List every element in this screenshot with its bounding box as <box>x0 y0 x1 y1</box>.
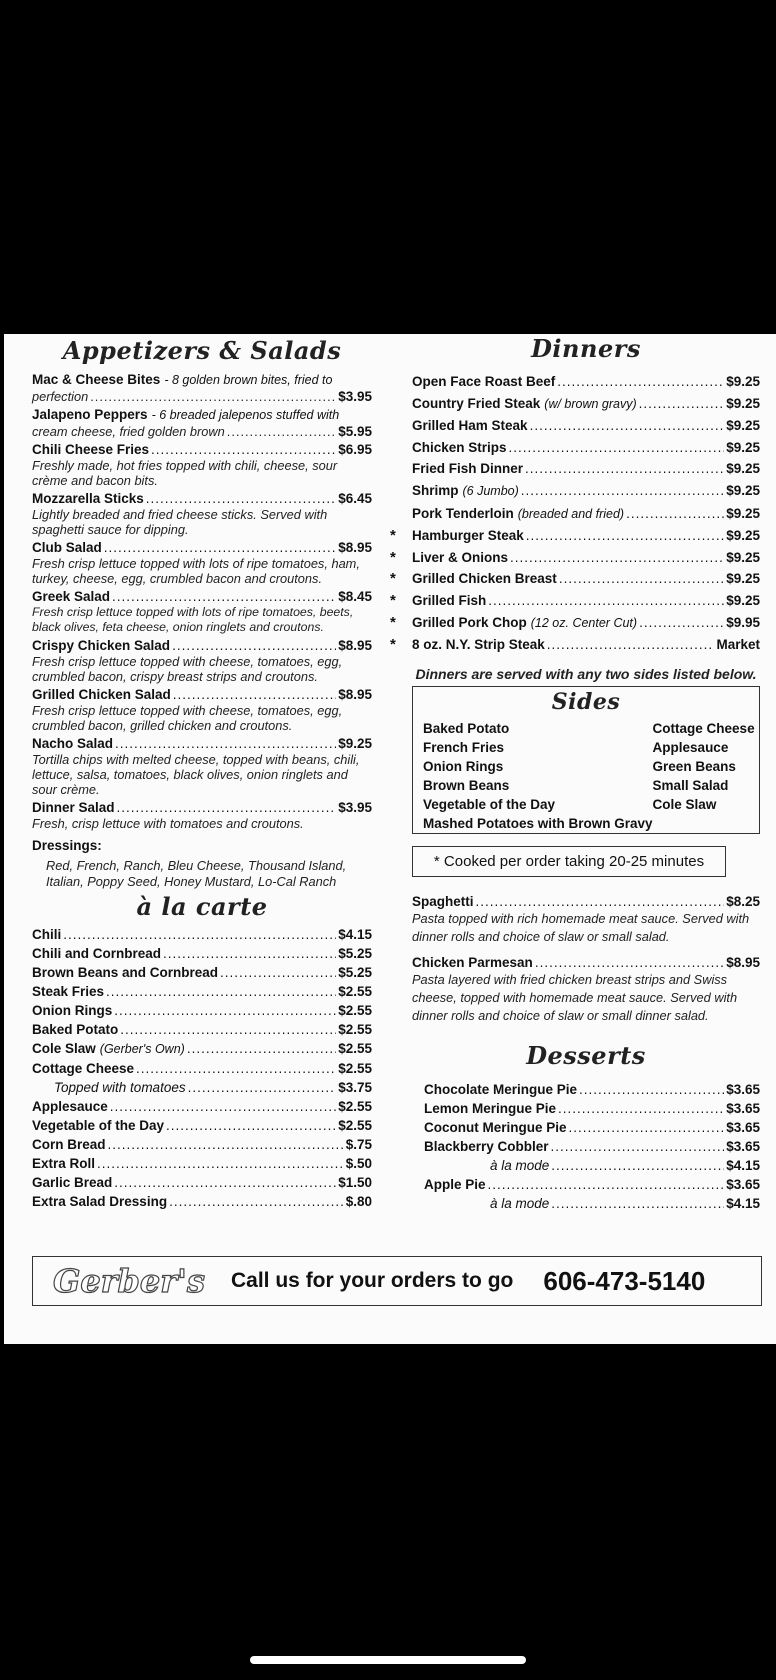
menu-item <box>32 1154 372 1173</box>
dinners-title: Dinners <box>531 334 641 363</box>
menu-item <box>390 568 760 590</box>
item-price: $8.95 <box>338 540 372 555</box>
menu-item <box>32 963 372 982</box>
item-name: Spaghetti <box>412 893 474 909</box>
leader-dots <box>558 1099 724 1118</box>
item-price: $8.95 <box>726 954 760 970</box>
cooked-note: * Cooked per order taking 20-25 minutes <box>433 852 705 870</box>
item-desc: Lightly breaded and fried cheese sticks. Served with spaghetti sauce for dipping. <box>32 507 328 537</box>
leader-dots <box>559 568 724 590</box>
menu-item <box>32 982 372 1001</box>
menu-item <box>424 1118 760 1137</box>
menu-item <box>32 1001 372 1020</box>
leader-dots <box>187 1039 336 1058</box>
item-name: Fried Fish Dinner <box>412 461 524 477</box>
item-price: $5.25 <box>338 965 372 980</box>
dinner-list <box>390 371 760 656</box>
item-price: $8.45 <box>338 589 372 604</box>
item-price: $.75 <box>345 1137 372 1152</box>
menu-item <box>412 458 760 480</box>
menu-sheet <box>4 334 776 1344</box>
item-price: $9.95 <box>726 614 760 630</box>
item-note: - 8 golden brown bites, fried to <box>164 373 333 387</box>
pasta-list <box>412 893 760 1025</box>
leader-dots <box>220 963 336 982</box>
item-name: Nacho Salad <box>32 736 114 751</box>
sides-right-column <box>653 719 755 833</box>
item-price: $.50 <box>345 1156 372 1171</box>
item-name: Mozzarella Sticks <box>32 491 144 506</box>
menu-item <box>32 925 372 944</box>
leader-dots <box>551 1137 725 1156</box>
item-price: $1.50 <box>338 1175 372 1190</box>
side-item: Vegetable of the Day <box>423 796 556 812</box>
menu-item <box>412 480 760 503</box>
side-item: French Fries <box>423 739 505 755</box>
menu-item <box>424 1156 760 1175</box>
leader-dots <box>639 393 725 415</box>
item-price: $2.55 <box>338 1041 372 1056</box>
menu-item <box>32 441 372 488</box>
leader-dots <box>108 1135 344 1154</box>
menu-item <box>32 1059 372 1078</box>
item-price: $9.25 <box>726 592 760 608</box>
item-name: Grilled Ham Steak <box>412 418 528 434</box>
item-desc: perfection <box>32 389 89 404</box>
dressings-label-text: Dressings: <box>32 838 102 853</box>
side-item: Onion Rings <box>423 758 504 774</box>
item-price: $6.95 <box>338 442 372 457</box>
item-price: $2.55 <box>338 1118 372 1133</box>
leader-dots <box>106 982 336 1001</box>
menu-item <box>32 539 372 586</box>
alacarte-list <box>32 925 372 1211</box>
menu-item <box>32 1116 372 1135</box>
item-desc: Tortilla chips with melted cheese, topped with beans, chili, lettuce, salsa, tomatoes, black olives, onion ringlets and sour crème. <box>32 752 360 797</box>
item-price: $3.95 <box>338 389 372 404</box>
item-name: Brown Beans and Cornbread <box>32 965 219 980</box>
menu-item <box>32 637 372 684</box>
item-price: $9.25 <box>726 395 760 411</box>
item-price: $5.95 <box>338 424 372 439</box>
item-price: $3.95 <box>338 800 372 815</box>
item-price: $8.95 <box>338 687 372 702</box>
sides-note: Dinners are served with any two sides listed below. <box>415 665 757 682</box>
leader-dots <box>525 458 724 480</box>
item-name: Chicken Parmesan <box>412 954 533 970</box>
side-item: Mashed Potatoes with Brown Gravy <box>423 815 653 831</box>
item-name: Jalapeno Peppers <box>32 407 148 422</box>
menu-item <box>412 371 760 393</box>
item-name: Corn Bread <box>32 1137 106 1152</box>
leader-dots <box>569 1118 725 1137</box>
item-name: Grilled Chicken Breast <box>412 571 557 587</box>
pasta-item <box>412 893 760 946</box>
leader-dots <box>557 371 724 393</box>
item-price: $8.25 <box>726 893 760 909</box>
footer-bar <box>32 1256 762 1306</box>
star-icon: * <box>390 527 396 545</box>
item-price: $9.25 <box>726 461 760 477</box>
item-name: Hamburger Steak <box>412 528 524 544</box>
item-desc: Fresh crisp lettuce topped with cheese, tomatoes, egg, crumbled bacon, crispy breast strips and croutons. <box>32 654 343 684</box>
cooked-note-box <box>412 846 726 877</box>
menu-item <box>32 588 372 635</box>
item-name: Chicken Strips <box>412 439 507 455</box>
star-icon: * <box>390 613 396 631</box>
menu-item <box>32 686 372 733</box>
item-desc: Freshly made, hot fries topped with chili, cheese, sour crème and bacon bits. <box>32 458 338 488</box>
leader-dots <box>509 437 725 459</box>
call-text: Call us for your orders to go <box>231 1269 514 1292</box>
item-price: $4.15 <box>338 927 372 942</box>
item-name: Lemon Meringue Pie <box>424 1100 557 1116</box>
item-name: Extra Salad Dressing <box>32 1194 168 1209</box>
item-price: $9.25 <box>726 549 760 565</box>
menu-item <box>32 1135 372 1154</box>
item-desc: Fresh, crisp lettuce with tomatoes and croutons. <box>32 816 304 831</box>
item-price: $3.75 <box>338 1080 372 1095</box>
appetizers-title: Appetizers & Salads <box>62 336 342 365</box>
menu-item <box>390 547 760 569</box>
item-price: $2.55 <box>338 1099 372 1114</box>
leader-dots <box>551 1194 724 1213</box>
menu-item <box>412 393 760 416</box>
leader-dots <box>530 415 725 437</box>
item-name: Onion Rings <box>32 1003 113 1018</box>
leader-dots <box>551 1156 724 1175</box>
leader-dots <box>114 1001 336 1020</box>
item-name: Crispy Chicken Salad <box>32 638 171 653</box>
item-name: Grilled Chicken Salad <box>32 687 171 702</box>
item-price: $2.55 <box>338 1061 372 1076</box>
item-name: Cottage Cheese <box>32 1061 135 1076</box>
item-note: (12 oz. Center Cut) <box>530 615 638 630</box>
item-note: - 6 breaded jalepenos stuffed with <box>151 408 340 422</box>
item-name: Chili and Cornbread <box>32 946 162 961</box>
item-price: Market <box>716 637 760 653</box>
item-price: $3.65 <box>726 1100 760 1116</box>
item-desc: Pasta layered with fried chicken breast strips and Swiss cheese, topped with homemade meat sauce. Served with dinner rolls and choice of slaw or small dinner salad. <box>412 971 738 1023</box>
side-item: Brown Beans <box>423 777 510 793</box>
leader-dots <box>579 1080 724 1099</box>
item-price: $8.95 <box>338 638 372 653</box>
leader-dots <box>169 1192 344 1211</box>
leader-dots <box>488 1175 725 1194</box>
sides-title: Sides <box>551 688 621 715</box>
item-name: Dinner Salad <box>32 800 115 815</box>
menu-item <box>32 406 372 439</box>
item-name: Open Face Roast Beef <box>412 374 556 389</box>
sides-box <box>412 686 760 834</box>
item-price: $3.65 <box>726 1138 760 1154</box>
item-desc: Pasta topped with rich homemade meat sauce. Served with dinner rolls and choice of slaw or small salad. <box>412 910 750 944</box>
menu-item <box>412 503 760 526</box>
item-note: (w/ brown gravy) <box>544 396 637 411</box>
menu-item <box>424 1194 760 1213</box>
menu-item <box>32 944 372 963</box>
star-icon: * <box>390 636 396 654</box>
menu-item <box>32 1020 372 1039</box>
item-price: $4.15 <box>726 1157 760 1173</box>
leader-dots <box>163 944 336 963</box>
side-item: Baked Potato <box>423 720 510 736</box>
item-desc: Fresh crisp lettuce topped with cheese, tomatoes, egg, crumbled bacon, grilled chicken and croutons. <box>32 703 343 733</box>
pasta-item <box>412 954 760 1025</box>
item-desc: Fresh crisp lettuce topped with lots of ripe tomatoes, beets, black olives, feta cheese, onion ringlets and croutons. <box>32 605 354 634</box>
dessert-list <box>412 1080 760 1213</box>
menu-item <box>32 1192 372 1211</box>
item-name: Vegetable of the Day <box>32 1118 165 1133</box>
right-column <box>390 334 760 1213</box>
menu-item <box>32 371 372 404</box>
menu-item <box>412 415 760 437</box>
item-price: $5.25 <box>338 946 372 961</box>
desserts-title: Desserts <box>526 1040 646 1070</box>
item-name: Steak Fries <box>32 984 105 999</box>
menu-item <box>32 490 372 537</box>
dressings-label <box>32 837 372 854</box>
leader-dots <box>521 480 724 502</box>
side-item: Small Salad <box>652 777 729 793</box>
phone-number[interactable]: 606-473-5140 <box>543 1265 706 1296</box>
leader-dots <box>97 1154 344 1173</box>
menu-item <box>32 1097 372 1116</box>
item-name: Club Salad <box>32 540 102 555</box>
side-item: Green Beans <box>652 758 736 774</box>
leader-dots <box>639 612 724 634</box>
item-price: $3.65 <box>726 1081 760 1097</box>
item-price: $.80 <box>345 1194 372 1209</box>
star-icon: * <box>390 591 396 609</box>
menu-item <box>390 590 760 612</box>
side-item: Cottage Cheese <box>652 720 755 736</box>
item-name: Topped with tomatoes <box>54 1080 186 1095</box>
item-name: Grilled Pork Chop <box>412 614 527 630</box>
item-price: $9.25 <box>726 439 760 455</box>
item-name: Blackberry Cobbler <box>424 1138 549 1154</box>
item-name: Cole Slaw <box>32 1041 96 1056</box>
leader-dots <box>166 1116 336 1135</box>
alacarte-title: à la carte <box>136 892 268 921</box>
leader-dots <box>110 1097 336 1116</box>
item-price: $9.25 <box>726 571 760 587</box>
sides-left-column <box>423 719 653 833</box>
item-price: $4.15 <box>726 1195 760 1211</box>
item-note: (breaded and fried) <box>517 506 625 521</box>
item-name: Baked Potato <box>32 1022 119 1037</box>
item-name: Extra Roll <box>32 1156 96 1171</box>
menu-item <box>412 437 760 459</box>
item-price: $2.55 <box>338 1022 372 1037</box>
menu-item <box>390 634 760 656</box>
item-name: Liver & Onions <box>412 549 509 565</box>
menu-item <box>32 799 372 831</box>
menu-item <box>390 612 760 635</box>
star-icon: * <box>390 570 396 588</box>
item-name: Garlic Bread <box>32 1175 113 1190</box>
star-icon: * <box>390 548 396 566</box>
item-note: (6 Jumbo) <box>462 483 519 498</box>
leader-dots <box>136 1059 336 1078</box>
leader-dots <box>547 634 715 656</box>
item-name: à la mode <box>490 1157 550 1173</box>
side-item: Cole Slaw <box>652 796 717 812</box>
item-price: $9.25 <box>338 736 372 751</box>
left-column <box>32 334 372 1211</box>
menu-item <box>390 525 760 547</box>
item-name: Country Fried Steak <box>412 395 541 411</box>
item-name: Greek Salad <box>32 589 111 604</box>
item-price: $2.55 <box>338 984 372 999</box>
menu-item <box>424 1080 760 1099</box>
gerbers-logo: Gerber's <box>53 1262 205 1300</box>
item-note: (Gerber's Own) <box>99 1042 185 1056</box>
leader-dots <box>188 1078 337 1097</box>
menu-item <box>32 735 372 797</box>
item-name: Chocolate Meringue Pie <box>424 1081 578 1097</box>
item-price: $9.25 <box>726 374 760 389</box>
item-price: $2.55 <box>338 1003 372 1018</box>
item-name: Grilled Fish <box>412 592 487 608</box>
appetizer-list <box>32 371 372 890</box>
menu-item <box>424 1175 760 1194</box>
item-name: Applesauce <box>32 1099 108 1114</box>
item-name: Shrimp <box>412 482 459 498</box>
menu-item <box>32 1078 372 1097</box>
leader-dots <box>120 1020 336 1039</box>
leader-dots <box>510 547 724 569</box>
item-name: Mac & Cheese Bites <box>32 372 161 387</box>
item-price: $9.25 <box>726 528 760 544</box>
side-item: Applesauce <box>652 739 729 755</box>
item-price: $9.25 <box>726 418 760 434</box>
menu-item <box>424 1137 760 1156</box>
item-price: $6.45 <box>338 491 372 506</box>
item-name: Pork Tenderloin <box>412 505 514 521</box>
item-name: à la mode <box>490 1195 550 1211</box>
menu-item <box>424 1099 760 1118</box>
item-price: $9.25 <box>726 505 760 521</box>
leader-dots <box>114 1173 336 1192</box>
item-name: Apple Pie <box>424 1176 486 1192</box>
menu-item <box>32 1173 372 1192</box>
item-name: Coconut Meringue Pie <box>424 1119 567 1135</box>
item-price: $3.65 <box>726 1176 760 1192</box>
item-desc: Fresh crisp lettuce topped with lots of ripe tomatoes, ham, turkey, cheese, egg, crumbled bacon and croutons. <box>32 556 360 586</box>
leader-dots <box>63 925 336 944</box>
item-price: $3.65 <box>726 1119 760 1135</box>
item-price: $9.25 <box>726 482 760 498</box>
leader-dots <box>626 503 724 525</box>
leader-dots <box>488 590 724 612</box>
item-name: Chili <box>32 927 62 942</box>
item-desc: cream cheese, fried golden brown <box>32 424 225 439</box>
leader-dots <box>526 525 724 547</box>
item-name: Chili Cheese Fries <box>32 442 150 457</box>
dressings-list: Red, French, Ranch, Bleu Cheese, Thousand Island, Italian, Poppy Seed, Honey Mustard, Lo-Cal Ranch <box>46 858 347 889</box>
menu-item <box>32 1039 372 1059</box>
item-name: 8 oz. N.Y. Strip Steak <box>412 637 545 653</box>
home-indicator[interactable] <box>250 1656 526 1664</box>
